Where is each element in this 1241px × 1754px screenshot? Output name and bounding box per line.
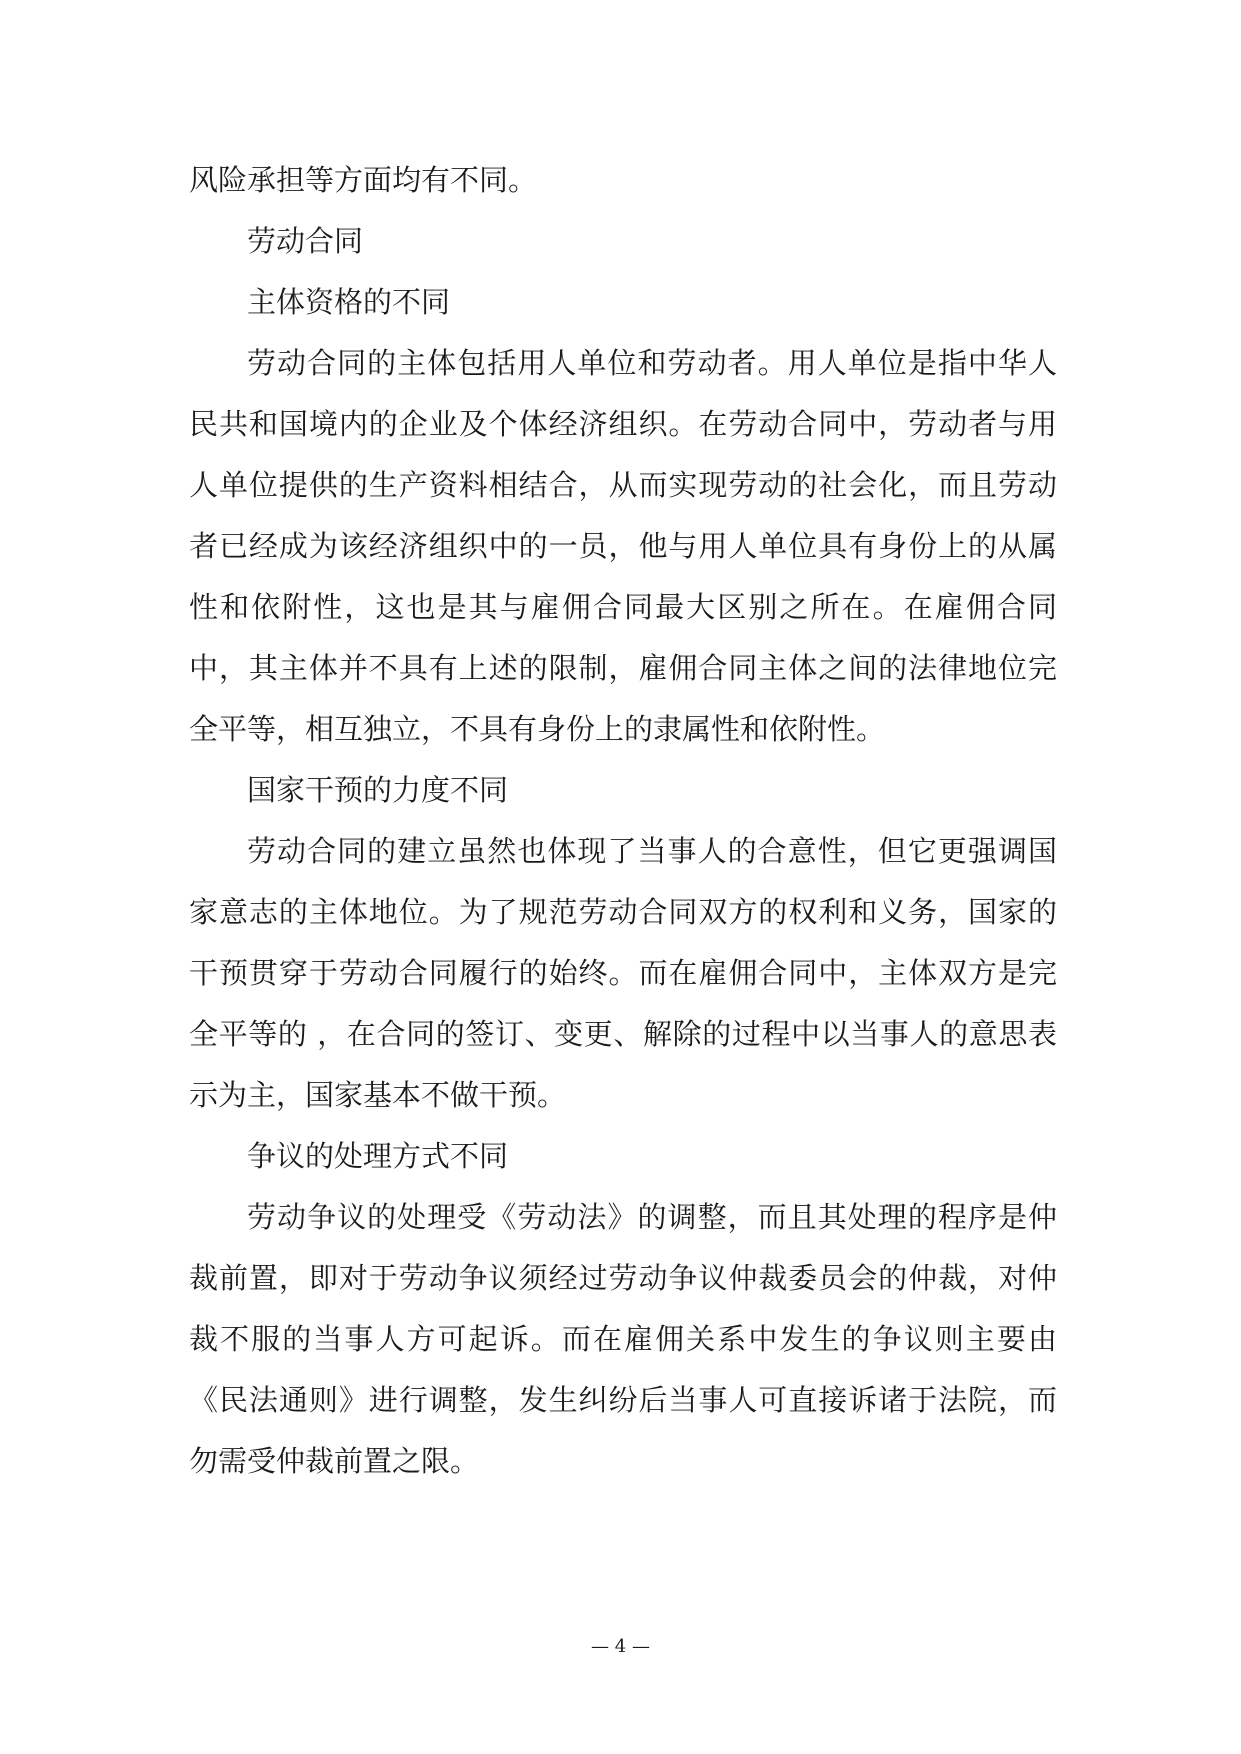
subheading-subject-qualification: 主体资格的不同 [247,285,451,319]
subheading-dispute-handling: 争议的处理方式不同 [247,1139,509,1173]
subheading-state-intervention: 国家干预的力度不同 [247,773,509,807]
document-body [189,150,1057,1492]
paragraph-dispute-handling: 劳动争议的处理受《劳动法》的调整，而且其处理的程序是仲裁前置，即对于劳动争议须经过劳动争议仲裁委员会的仲裁，对仲裁不服的当事人方可起诉。而在雇佣关系中发生的争议则主要由《民法通则》进行调整，发生纠纷后当事人可直接诉诸于法院，而勿需受仲裁前置之限。 [189,1200,1057,1478]
page-number: — 4 — [591,1636,650,1657]
paragraph-subject-qualification: 劳动合同的主体包括用人单位和劳动者。用人单位是指中华人民共和国境内的企业及个体经济组织。在劳动合同中，劳动者与用人单位提供的生产资料相结合，从而实现劳动的社会化，而且劳动者已经成为该经济组织中的一员，他与用人单位具有身份上的从属性和依附性，这也是其与雇佣合同最大区别之所在。在雇佣合同中，其主体并不具有上述的限制，雇佣合同主体之间的法律地位完全平等，相互独立，不具有身份上的隶属性和依附性。 [189,346,1057,746]
paragraph-continuation: 风险承担等方面均有不同。 [189,163,538,197]
section-heading-labor-contract: 劳动合同 [247,224,364,258]
paragraph-state-intervention: 劳动合同的建立虽然也体现了当事人的合意性，但它更强调国家意志的主体地位。为了规范劳动合同双方的权利和义务，国家的干预贯穿于劳动合同履行的始终。而在雇佣合同中，主体双方是完全平等的 ，在合同的签订、变更、解除的过程中以当事人的意思表示为主，国家基本不做干预。 [189,834,1057,1112]
